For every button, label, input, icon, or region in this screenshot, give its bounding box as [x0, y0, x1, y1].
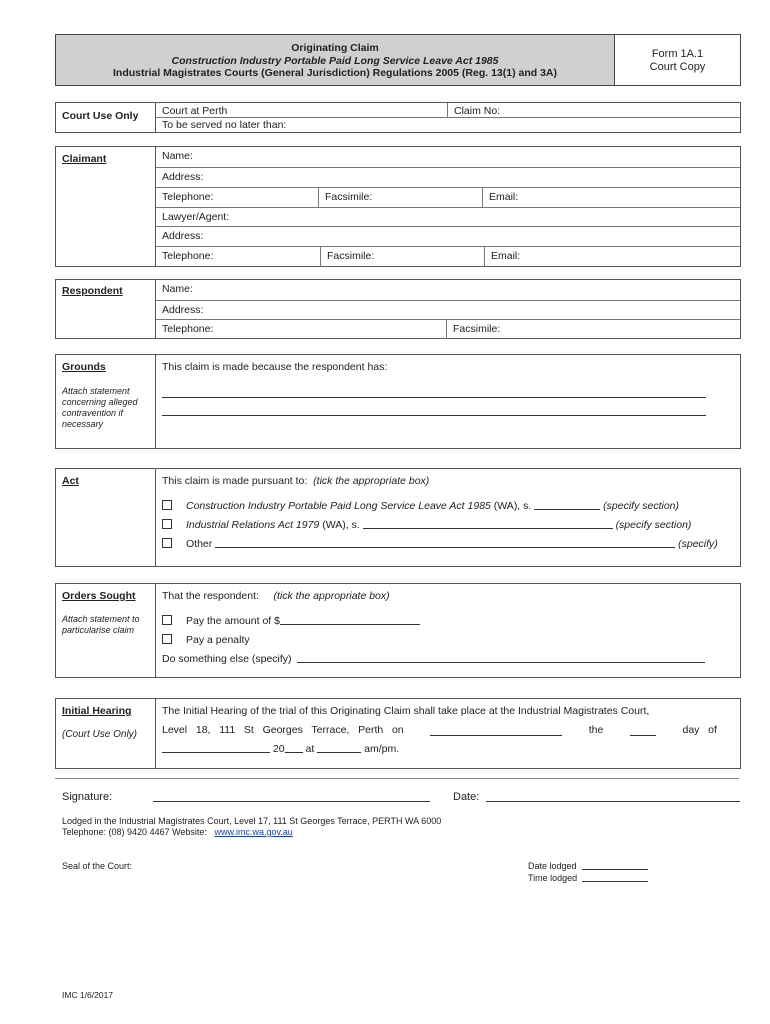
form-title: Originating Claim — [291, 42, 379, 54]
grounds-note: Attach statement concerning alleged contravention if necessary — [62, 386, 138, 429]
copy-type: Court Copy — [649, 61, 706, 73]
grounds-intro: This claim is made because the respondent has: — [162, 361, 388, 373]
court-location: Court at Perth — [162, 105, 228, 117]
grounds-fields — [155, 354, 741, 449]
hearing-text-1: The Initial Hearing of the trial of this Originating Claim shall take place at the Industrial Magistrates Court, — [162, 705, 650, 717]
act-label: Act — [62, 475, 79, 487]
grounds-line-2[interactable] — [162, 415, 706, 416]
claimant-lawyer-field[interactable]: Lawyer/Agent: — [156, 207, 740, 227]
signature-field[interactable] — [153, 801, 430, 802]
date-field[interactable] — [486, 801, 740, 802]
hearing-month-field[interactable] — [162, 752, 270, 753]
respondent-address-field[interactable]: Address: — [156, 300, 740, 320]
orders-label-cell — [55, 583, 156, 678]
court-use-fields — [155, 102, 741, 133]
act-title: Construction Industry Portable Paid Long Service Leave Act 1985 — [171, 54, 499, 67]
grounds-label: Grounds — [62, 361, 106, 373]
act-option-2: Industrial Relations Act 1979 (WA), s. (specify section) — [162, 519, 736, 531]
hearing-time-field[interactable] — [317, 752, 361, 753]
orders-intro: That the respondent: (tick the appropriate box) — [162, 590, 390, 602]
court-use-label: Court Use Only — [62, 110, 139, 122]
lawyer-email-field[interactable]: Email: — [484, 246, 740, 266]
claimant-fields — [155, 146, 741, 267]
hearing-text-2: Level 18, 111 St Georges Terrace, Perth on the day of — [162, 724, 717, 736]
claimant-email-field[interactable]: Email: — [482, 187, 740, 207]
form-number: Form 1A.1 — [651, 48, 704, 60]
date-lodged-field[interactable] — [582, 869, 648, 870]
orders-note: Attach statement to particularise claim — [62, 614, 140, 635]
form-header — [55, 34, 741, 86]
claimant-telephone-field[interactable]: Telephone: — [156, 187, 318, 207]
respondent-label: Respondent — [62, 285, 123, 297]
lodged-address: Lodged in the Industrial Magistrates Court, Level 17, 111 St Georges Terrace, PERTH WA 6000 — [62, 816, 442, 826]
signature-label: Signature: — [62, 791, 113, 803]
claimant-label: Claimant — [62, 153, 107, 165]
orders-option-1-checkbox[interactable] — [162, 615, 172, 625]
other-order-field[interactable] — [297, 662, 705, 663]
footer-divider — [55, 778, 739, 779]
orders-fields — [155, 583, 741, 678]
act-fields — [155, 468, 741, 567]
hearing-fields — [155, 698, 741, 769]
claimant-label-cell — [55, 146, 156, 267]
court-use-label-cell — [55, 102, 156, 133]
form-id-block — [615, 35, 740, 85]
grounds-line-1[interactable] — [162, 397, 706, 398]
respondent-fields — [155, 279, 741, 339]
act-option-1-checkbox[interactable] — [162, 500, 172, 510]
lodged-contact: Telephone: (08) 9420 4467 Website: www.imc.wa.gov.au — [62, 827, 293, 837]
claim-no-label: Claim No: — [454, 105, 501, 117]
orders-label: Orders Sought — [62, 590, 136, 602]
claimant-address-field[interactable]: Address: — [156, 167, 740, 187]
time-lodged-field[interactable] — [582, 881, 648, 882]
hearing-date-field[interactable] — [430, 724, 562, 736]
lawyer-facsimile-field[interactable]: Facsimile: — [320, 246, 484, 266]
respondent-facsimile-field[interactable]: Facsimile: — [446, 319, 740, 339]
lawyer-address-field[interactable]: Address: — [156, 226, 740, 246]
orders-option-2: Pay a penalty — [162, 634, 250, 646]
time-lodged: Time lodged — [528, 873, 648, 883]
hearing-day-field[interactable] — [630, 724, 656, 736]
grounds-label-cell — [55, 354, 156, 449]
seal-label: Seal of the Court: — [62, 861, 133, 871]
orders-option-3: Do something else (specify) — [162, 653, 705, 665]
orders-option-1: Pay the amount of $ — [162, 615, 420, 627]
orders-option-2-checkbox[interactable] — [162, 634, 172, 644]
regulation-title: Industrial Magistrates Courts (General Jurisdiction) Regulations 2005 (Reg. 13(1) and 3A) — [112, 67, 557, 79]
act-option-3-checkbox[interactable] — [162, 538, 172, 548]
hearing-year-field[interactable] — [285, 752, 303, 753]
act-1985-section-field[interactable] — [534, 509, 600, 510]
respondent-name-field[interactable]: Name: — [162, 283, 193, 295]
hearing-label-cell — [55, 698, 156, 769]
form-code: IMC 1/6/2017 — [62, 990, 114, 1000]
act-option-1: Construction Industry Portable Paid Long Service Leave Act 1985 (WA), s. (specify section) — [162, 500, 736, 512]
hearing-text-3: 20 at am/pm. — [162, 743, 399, 755]
lawyer-telephone-field[interactable]: Telephone: — [156, 246, 320, 266]
respondent-label-cell — [55, 279, 156, 339]
act-other-field[interactable] — [215, 547, 675, 548]
date-label: Date: — [453, 791, 480, 803]
act-label-cell — [55, 468, 156, 567]
act-option-2-checkbox[interactable] — [162, 519, 172, 529]
hearing-label: Initial Hearing — [62, 705, 132, 717]
claimant-facsimile-field[interactable]: Facsimile: — [318, 187, 482, 207]
hearing-note: (Court Use Only) — [62, 729, 138, 740]
act-option-3: Other (specify) — [162, 538, 736, 550]
served-by-field[interactable]: To be served no later than: — [156, 117, 740, 132]
act-1979-section-field[interactable] — [363, 528, 613, 529]
act-intro: This claim is made pursuant to: (tick the appropriate box) — [162, 475, 430, 487]
date-lodged: Date lodged — [528, 861, 648, 871]
amount-field[interactable] — [280, 624, 420, 625]
form-title-block — [56, 35, 615, 85]
website-link[interactable]: www.imc.wa.gov.au — [214, 827, 293, 837]
respondent-telephone-field[interactable]: Telephone: — [156, 319, 446, 339]
claimant-name-field[interactable]: Name: — [162, 150, 193, 162]
